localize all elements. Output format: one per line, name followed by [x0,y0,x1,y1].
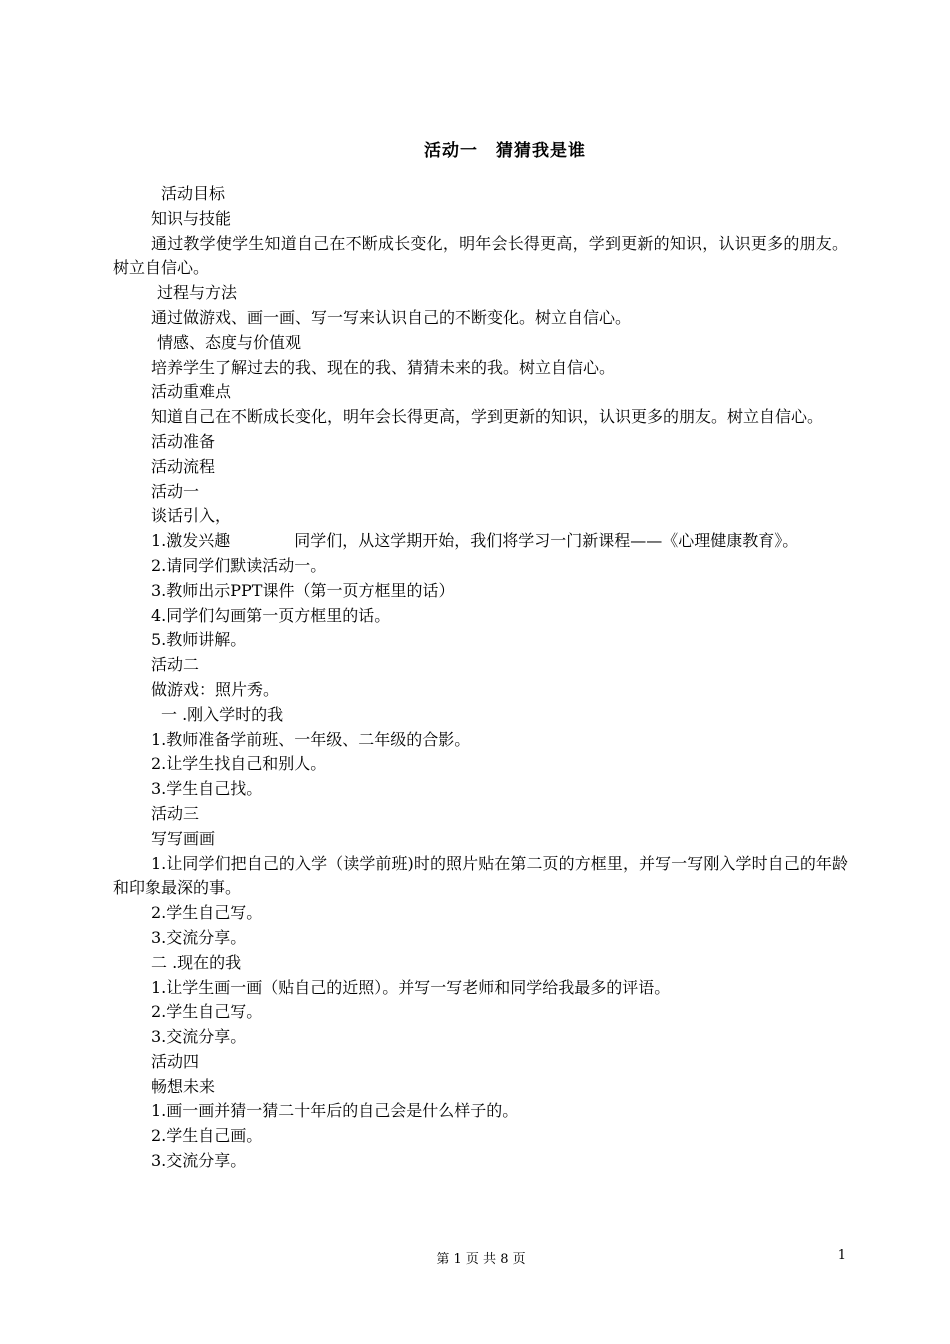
page-number: 1 [837,1248,846,1263]
paragraph-line: 2.学生自己写。 [151,1002,263,1022]
paragraph-line: 1.让同学们把自己的入学（读学前班)时的照片贴在第二页的方框里，并写一写刚入学时自己的年龄和印象最深的事。 [113,853,848,898]
paragraph-line: 2.请同学们默读活动一。 [151,555,327,575]
paragraph-line: 2.学生自己写。 [151,903,263,923]
paragraph-line: 3.教师出示PPT课件（第一页方框里的话） [151,580,455,600]
paragraph-line: 3.交流分享。 [151,1151,247,1171]
paragraph-line: 一 .刚入学时的我 [161,704,284,724]
document-body [113,182,848,1174]
paragraph-line: 3.学生自己找。 [151,779,263,799]
paragraph-line: 畅想未来 [151,1076,216,1096]
paragraph-line: 写写画画 [151,828,216,848]
paragraph-line: 情感、态度与价值观 [157,332,302,352]
paragraph-line: 活动四 [151,1051,200,1071]
paragraph-line: 1.激发兴趣 同学们，从这学期开始，我们将学习一门新课程——《心理健康教育》。 [151,531,799,551]
paragraph-line: 知道自己在不断成长变化，明年会长得更高，学到更新的知识，认识更多的朋友。树立自信心。 [151,407,824,427]
paragraph-line: 知识与技能 [151,208,232,228]
paragraph-line: 培养学生了解过去的我、现在的我、猜猜未来的我。树立自信心。 [151,357,616,377]
paragraph-line: 通过做游戏、画一画、写一写来认识自己的不断变化。树立自信心。 [151,307,632,327]
paragraph-line: 3.交流分享。 [151,927,247,947]
paragraph-line: 活动三 [151,803,200,823]
paragraph-line: 1.画一画并猜一猜二十年后的自己会是什么样子的。 [151,1101,519,1121]
paragraph-line: 做游戏：照片秀。 [151,679,280,699]
paragraph-line: 通过教学使学生知道自己在不断成长变化，明年会长得更高，学到更新的知识，认识更多的朋友。树立自信心。 [113,233,848,278]
page-title: 活动一 猜猜我是谁 [424,141,586,161]
page-info: 第 1 页 共 8 页 [436,1252,526,1267]
paragraph-line: 活动一 [151,481,200,501]
paragraph-line: 活动流程 [151,456,216,476]
paragraph-line: 活动准备 [151,431,216,451]
paragraph-line: 5.教师讲解。 [151,630,247,650]
paragraph-line: 活动目标 [161,184,226,203]
paragraph-line: 活动二 [151,655,200,675]
paragraph-line: 1.教师准备学前班、一年级、二年级的合影。 [151,729,471,749]
paragraph-line: 3.交流分享。 [151,1027,247,1047]
paragraph-line: 过程与方法 [157,283,238,303]
paragraph-line: 2.学生自己画。 [151,1126,263,1146]
paragraph-line: 4.同学们勾画第一页方框里的话。 [151,605,391,625]
page-footer [0,1248,950,1268]
paragraph-line: 活动重难点 [151,382,232,402]
paragraph-line: 谈话引入， [151,506,232,526]
paragraph-line: 2.让学生找自己和别人。 [151,754,327,774]
paragraph-line: 1.让学生画一画（贴自己的近照）。并写一写老师和同学给我最多的评语。 [151,977,671,997]
paragraph-line: 二 .现在的我 [151,952,242,972]
